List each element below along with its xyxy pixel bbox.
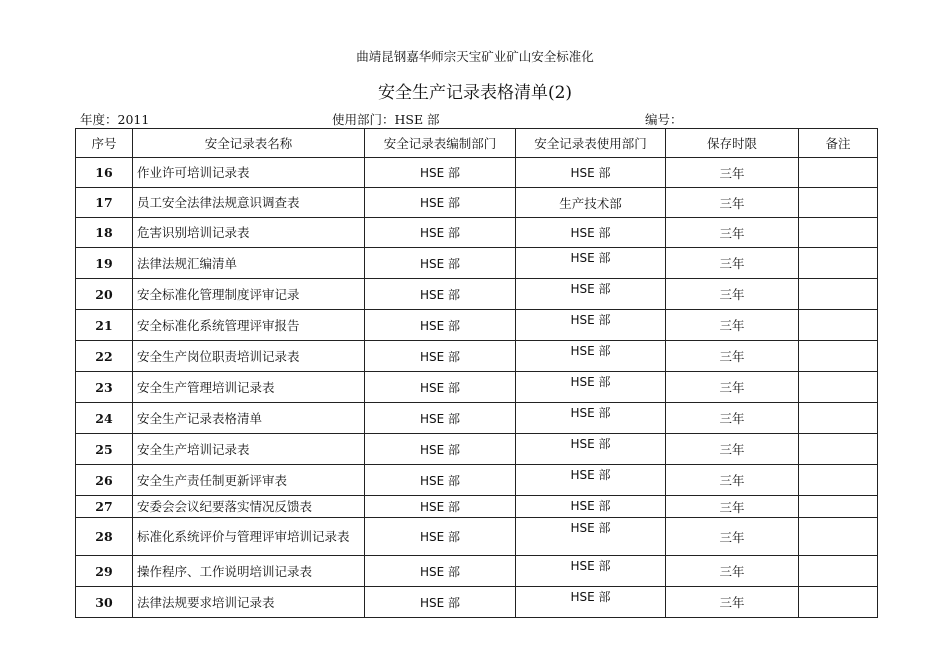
edit-dept-cell: HSE 部 — [365, 496, 516, 518]
note-cell — [799, 279, 878, 310]
column-header-name: 安全记录表名称 — [133, 129, 365, 158]
note-cell — [799, 310, 878, 341]
year-label: 年度：2011 — [80, 112, 150, 127]
record-name-cell: 安全生产岗位职责培训记录表 — [133, 341, 365, 372]
seq-cell: 20 — [76, 279, 133, 310]
use-dept-cell: HSE 部 — [516, 403, 666, 434]
record-name-cell: 标准化系统评价与管理评审培训记录表 — [133, 518, 365, 556]
retention-period-cell: 三年 — [666, 465, 799, 496]
retention-period-cell: 三年 — [666, 434, 799, 465]
retention-period-cell: 三年 — [666, 341, 799, 372]
note-cell — [799, 587, 878, 618]
retention-period-cell: 三年 — [666, 372, 799, 403]
department-label: 使用部门：HSE 部 — [332, 112, 440, 127]
note-cell — [799, 403, 878, 434]
record-name-cell: 安全标准化系统管理评审报告 — [133, 310, 365, 341]
retention-period-cell: 三年 — [666, 496, 799, 518]
note-cell — [799, 188, 878, 218]
retention-period-cell: 三年 — [666, 310, 799, 341]
note-cell — [799, 372, 878, 403]
edit-dept-cell: HSE 部 — [365, 158, 516, 188]
edit-dept-cell: HSE 部 — [365, 403, 516, 434]
use-dept-cell: HSE 部 — [516, 496, 666, 518]
retention-period-cell: 三年 — [666, 248, 799, 279]
retention-period-cell: 三年 — [666, 403, 799, 434]
note-cell — [799, 341, 878, 372]
record-name-cell: 作业许可培训记录表 — [133, 158, 365, 188]
edit-dept-cell: HSE 部 — [365, 465, 516, 496]
record-name-cell: 安委会会议纪要落实情况反馈表 — [133, 496, 365, 518]
table-row — [76, 310, 878, 341]
use-dept-cell: HSE 部 — [516, 372, 666, 403]
edit-dept-cell: HSE 部 — [365, 218, 516, 248]
table-row — [76, 556, 878, 587]
table-row — [76, 465, 878, 496]
retention-period-cell: 三年 — [666, 158, 799, 188]
table-row — [76, 496, 878, 518]
table-row — [76, 218, 878, 248]
seq-cell: 23 — [76, 372, 133, 403]
edit-dept-cell: HSE 部 — [365, 188, 516, 218]
note-cell — [799, 518, 878, 556]
retention-period-cell: 三年 — [666, 218, 799, 248]
use-dept-cell: HSE 部 — [516, 587, 666, 618]
table-row — [76, 403, 878, 434]
record-name-cell: 危害识别培训记录表 — [133, 218, 365, 248]
table-row — [76, 372, 878, 403]
note-cell — [799, 465, 878, 496]
use-dept-cell: HSE 部 — [516, 158, 666, 188]
note-cell — [799, 158, 878, 188]
column-header-edit-dept: 安全记录表编制部门 — [365, 129, 516, 158]
seq-cell: 27 — [76, 496, 133, 518]
seq-cell: 26 — [76, 465, 133, 496]
table-header-row — [76, 129, 878, 158]
seq-cell: 24 — [76, 403, 133, 434]
column-header-period: 保存时限 — [666, 129, 799, 158]
table-row — [76, 341, 878, 372]
column-header-note: 备注 — [799, 129, 878, 158]
table-row — [76, 248, 878, 279]
edit-dept-cell: HSE 部 — [365, 434, 516, 465]
edit-dept-cell: HSE 部 — [365, 587, 516, 618]
record-form-table — [75, 128, 878, 618]
note-cell — [799, 218, 878, 248]
column-header-use-dept: 安全记录表使用部门 — [516, 129, 666, 158]
number-label: 编号： — [645, 112, 683, 127]
edit-dept-cell: HSE 部 — [365, 248, 516, 279]
use-dept-cell: HSE 部 — [516, 279, 666, 310]
table-row — [76, 158, 878, 188]
table-row — [76, 188, 878, 218]
use-dept-cell: 生产技术部 — [516, 188, 666, 218]
record-name-cell: 安全生产责任制更新评审表 — [133, 465, 365, 496]
record-name-cell: 员工安全法律法规意识调查表 — [133, 188, 365, 218]
seq-cell: 18 — [76, 218, 133, 248]
use-dept-cell: HSE 部 — [516, 465, 666, 496]
table-row — [76, 518, 878, 556]
note-cell — [799, 248, 878, 279]
retention-period-cell: 三年 — [666, 587, 799, 618]
record-name-cell: 操作程序、工作说明培训记录表 — [133, 556, 365, 587]
table-body — [76, 158, 878, 618]
column-header-seq: 序号 — [76, 129, 133, 158]
note-cell — [799, 556, 878, 587]
seq-cell: 30 — [76, 587, 133, 618]
seq-cell: 29 — [76, 556, 133, 587]
table-row — [76, 434, 878, 465]
seq-cell: 17 — [76, 188, 133, 218]
document-title: 安全生产记录表格清单(2) — [377, 83, 573, 103]
seq-cell: 16 — [76, 158, 133, 188]
record-name-cell: 安全生产记录表格清单 — [133, 403, 365, 434]
retention-period-cell: 三年 — [666, 188, 799, 218]
retention-period-cell: 三年 — [666, 556, 799, 587]
record-name-cell: 法律法规要求培训记录表 — [133, 587, 365, 618]
seq-cell: 19 — [76, 248, 133, 279]
seq-cell: 28 — [76, 518, 133, 556]
use-dept-cell: HSE 部 — [516, 218, 666, 248]
edit-dept-cell: HSE 部 — [365, 341, 516, 372]
record-name-cell: 法律法规汇编清单 — [133, 248, 365, 279]
organization-name: 曲靖昆钢嘉华师宗天宝矿业矿山安全标准化 — [356, 49, 594, 64]
edit-dept-cell: HSE 部 — [365, 556, 516, 587]
seq-cell: 22 — [76, 341, 133, 372]
note-cell — [799, 434, 878, 465]
record-name-cell: 安全生产管理培训记录表 — [133, 372, 365, 403]
use-dept-cell: HSE 部 — [516, 248, 666, 279]
record-name-cell: 安全标准化管理制度评审记录 — [133, 279, 365, 310]
record-name-cell: 安全生产培训记录表 — [133, 434, 365, 465]
edit-dept-cell: HSE 部 — [365, 279, 516, 310]
edit-dept-cell: HSE 部 — [365, 518, 516, 556]
table-row — [76, 587, 878, 618]
seq-cell: 25 — [76, 434, 133, 465]
edit-dept-cell: HSE 部 — [365, 310, 516, 341]
edit-dept-cell: HSE 部 — [365, 372, 516, 403]
seq-cell: 21 — [76, 310, 133, 341]
table-row — [76, 279, 878, 310]
use-dept-cell: HSE 部 — [516, 434, 666, 465]
note-cell — [799, 496, 878, 518]
retention-period-cell: 三年 — [666, 279, 799, 310]
retention-period-cell: 三年 — [666, 518, 799, 556]
use-dept-cell: HSE 部 — [516, 310, 666, 341]
use-dept-cell: HSE 部 — [516, 556, 666, 587]
use-dept-cell: HSE 部 — [516, 518, 666, 556]
use-dept-cell: HSE 部 — [516, 341, 666, 372]
